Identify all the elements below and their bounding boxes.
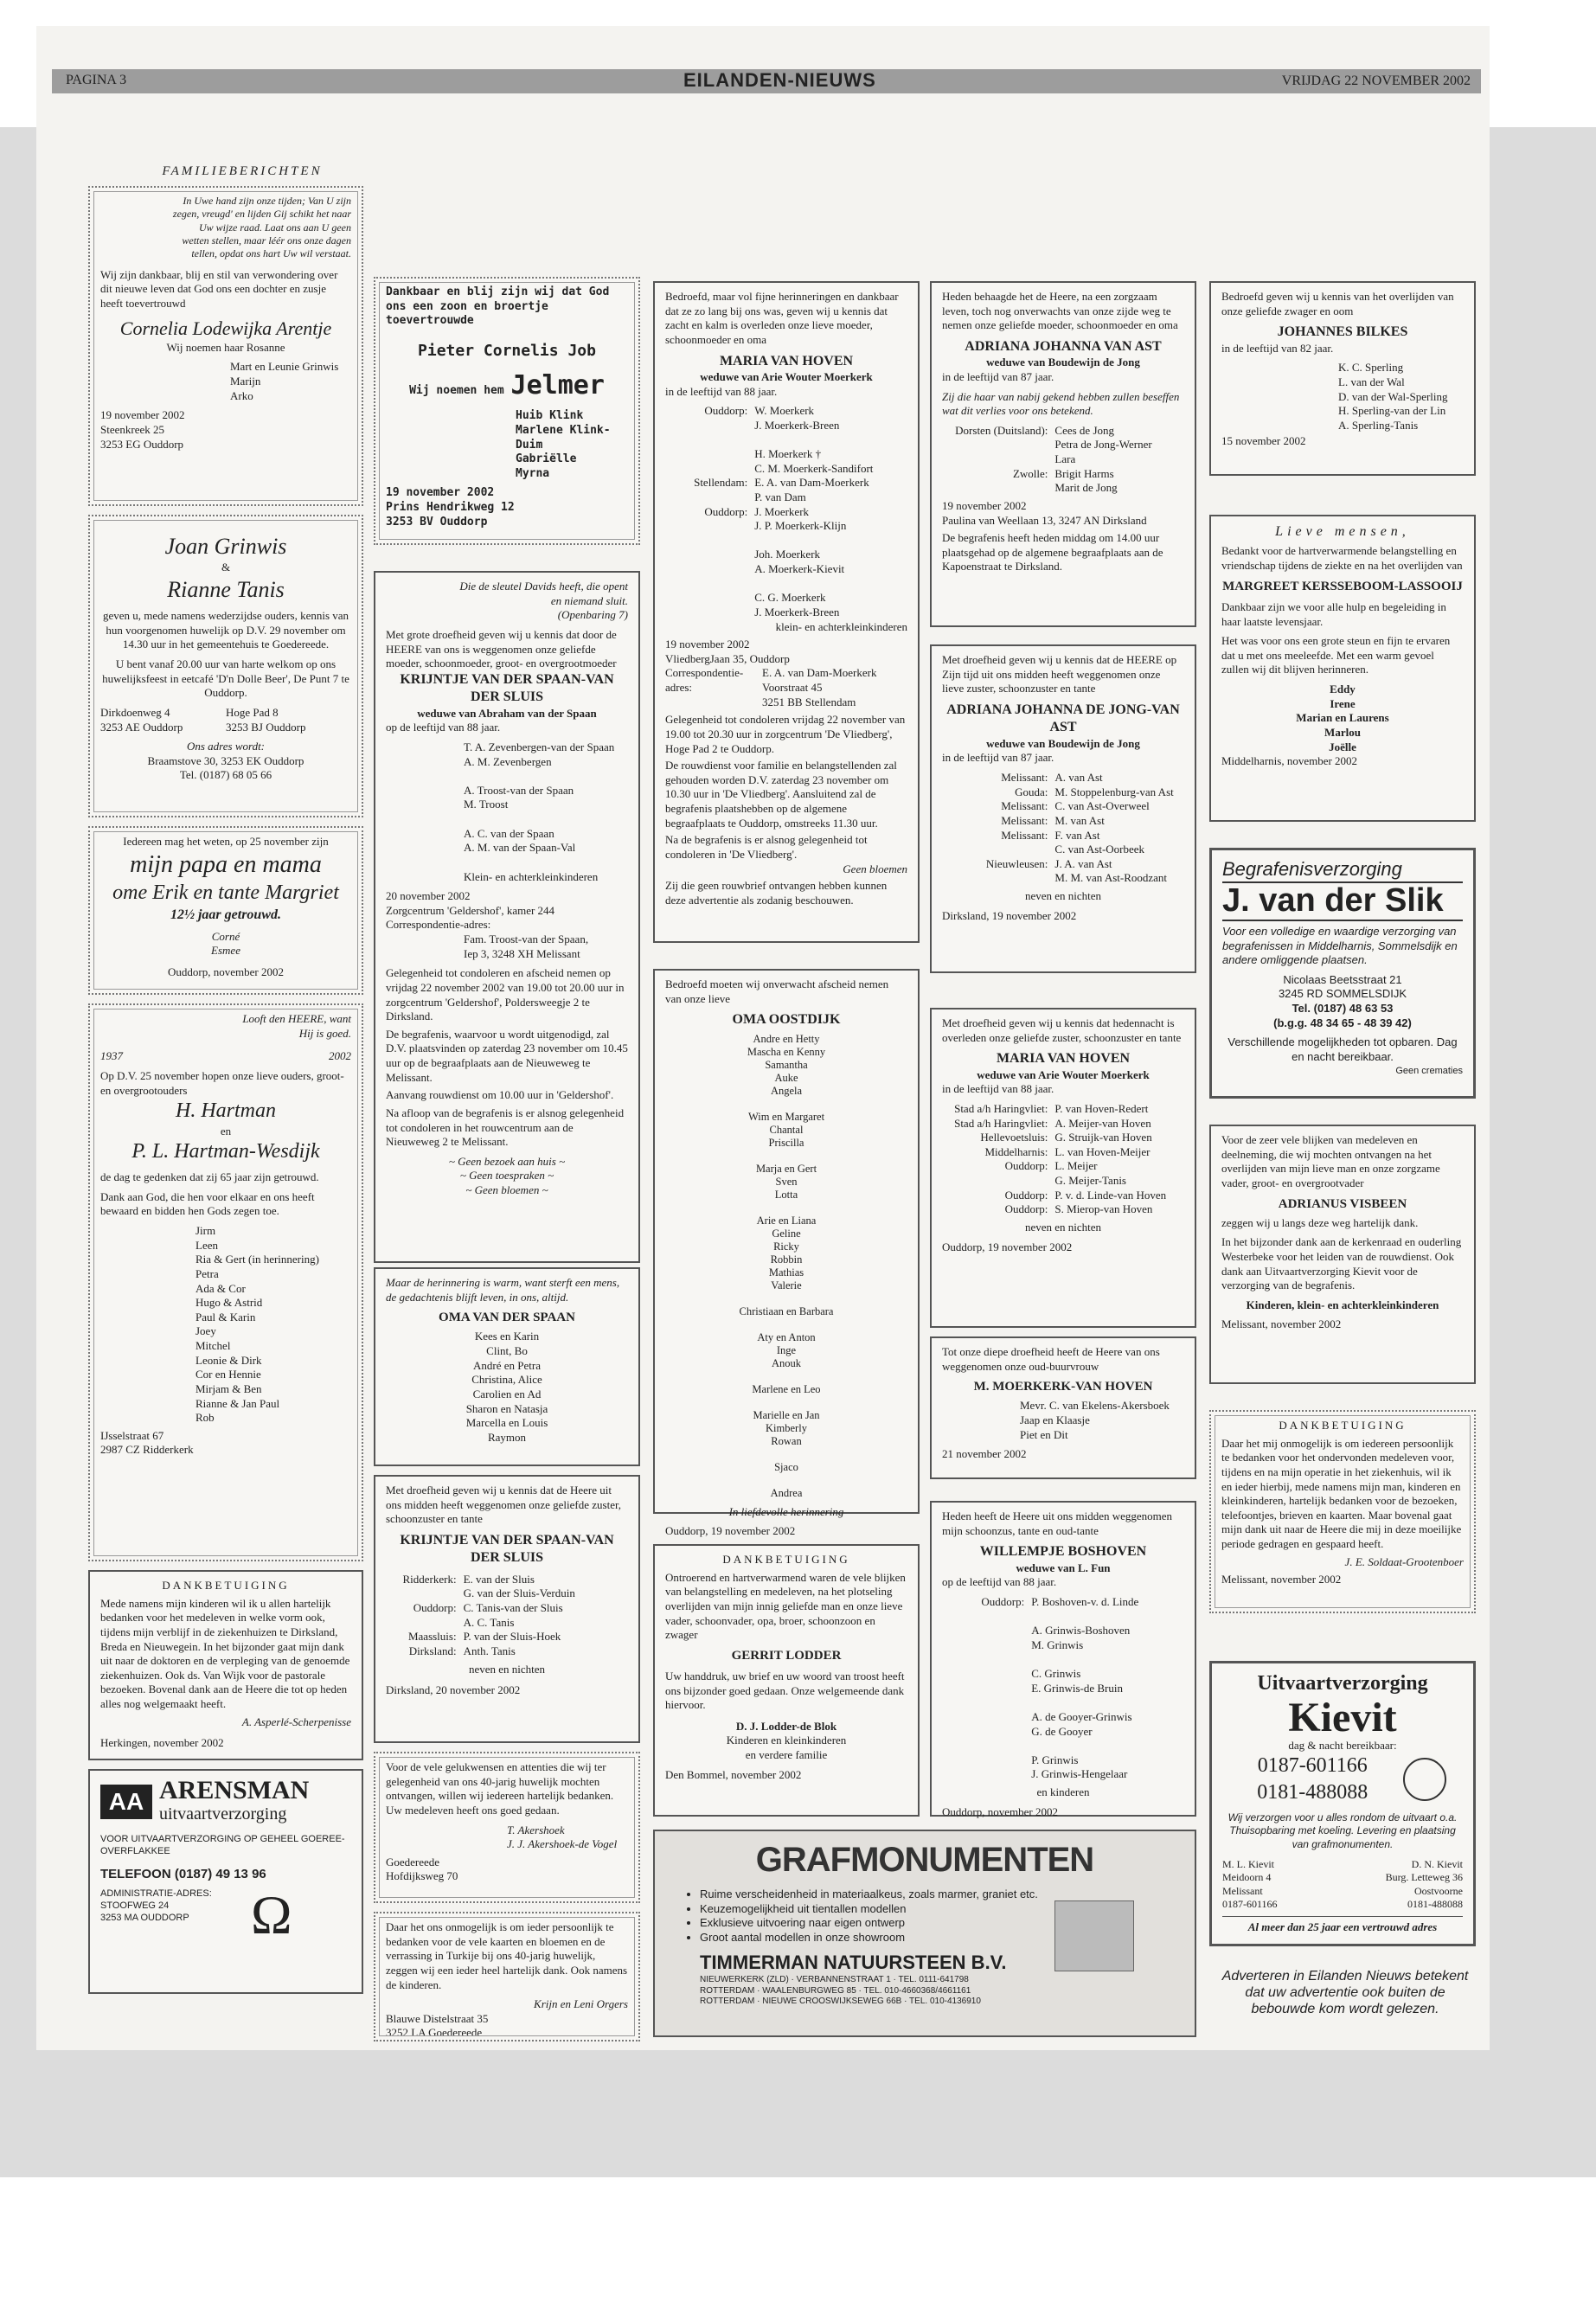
family: Huib Klink Marlene Klink-Duim Gabriëlle Myrna	[516, 409, 611, 480]
ad-text: Voor een volledige en waardige verzorging van begrafenissen in Middelharnis, Sommelsdijk en andere omliggende plaatsen.	[1222, 924, 1458, 967]
corr-label: Correspondentie-adres:	[665, 666, 744, 695]
ad-text: Ontroerend en hartverwarmend waren de vele blijken van belangstelling en medeleven, na het plotseling overlijden van mijn innig geliefde man en onze lieve vader, schoonvader, opa, broer, schoonzoon en zwager	[665, 1570, 906, 1642]
quote: Zij die haar van nabij gekend hebben zullen beseffen wat dit verlies voor ons betekend.	[942, 389, 1180, 418]
and: en	[220, 1124, 232, 1138]
footer: Dirksland, 20 november 2002	[386, 1683, 521, 1697]
phone: Tel. (0187) 48 63 53	[1292, 1002, 1394, 1016]
ad-text: Iedereen mag het weten, op 25 november zijn	[123, 835, 329, 848]
deceased-name: WILLEMPJE BOSHOVEN	[979, 1544, 1147, 1560]
rest: neven en nichten	[1024, 1220, 1102, 1234]
names: J. Moerkerk J. P. Moerkerk-Klijn Joh. Moerkerk A. Moerkerk-Kievit C. G. Moerkerk J. Moerkerk-Breen	[754, 504, 847, 619]
ad-text: Wij verzorgen voor u alles rondom de uitvaart o.a. Thuisopbaring met koeling. Levering en plaatsing van grafmonumenten.	[1227, 1811, 1458, 1850]
name-2: Rianne Tanis	[167, 576, 285, 602]
ad-text-3: Het was voor ons een grote steun en fijn te ervaren dat u met ons meeleefde. Met een warm gevoel zullen wij dit blijven herinneren.	[1221, 634, 1451, 676]
kievit-ad	[1209, 1661, 1476, 1946]
page-header	[52, 69, 1481, 93]
rest: en kinderen	[1036, 1785, 1090, 1799]
ad-text: Wij zijn dankbaar, blij en stil van verwondering over dit nieuwe leven dat God ons een dochter en zusje heeft toevertrouwd	[100, 267, 338, 311]
grafmonumenten-ad	[653, 1830, 1196, 2037]
feature-item: • Keuzemogelijkheid uit tientallen modellen	[700, 1902, 1063, 1917]
ad-text-3: Dank aan God, die hen voor elkaar en ons heeft bewaard en bidden hen Gods zegen toe.	[100, 1189, 315, 1218]
year-2: 2002	[329, 1049, 351, 1063]
section-title: FAMILIEBERICHTEN	[162, 164, 323, 178]
family: T. A. Zevenbergen-van der Spaan A. M. Zevenbergen A. Troost-van der Spaan M. Troost A. C. van der Spaan A. M. van der Spaan-Val Klein- en achterkleinkinderen	[464, 740, 615, 883]
names: P. van Hoven-Redert	[1054, 1101, 1149, 1115]
call-label: Wij noemen hem	[409, 383, 504, 397]
footer: Melissant, november 2002	[1221, 1573, 1342, 1586]
ad-text-2: Dankbaar zijn we voor alle hulp en begeleiding in haar laatste levensjaar.	[1221, 599, 1446, 628]
death-ad-oma-oostdijk	[653, 969, 920, 1538]
corr-address: E. A. van Dam-Moerkerk Voorstraat 45 3251 BB Stellendam	[762, 666, 877, 708]
footer: Ouddorp, november 2002	[168, 965, 284, 978]
no-flowers: Geen bloemen	[843, 862, 907, 875]
quote: Die de sleutel Davids heeft, die opent en niemand sluit.	[459, 580, 628, 607]
deceased-name: KRIJNTJE VAN DER SPAAN-VAN DER SLUIS	[400, 1532, 614, 1566]
emblem-icon	[1403, 1758, 1446, 1801]
ad-text: Daar het mij onmogelijk is om iedereen persoonlijk te bedanken voor het ondervonden medeleven voor, tijdens en na mijn operatie in het ziekenhuis, wil ik en ieder hierbij, mede namens mijn man, kinderen en kleinkinderen, hartelijk bedanken voor de bezoeken, telefoontjes, brieven en kaarten. Maar bovenal gaat mijn dank uit naar de Heere die mij in deze moeilijke periode gedragen en gespaard heeft.	[1221, 1436, 1462, 1550]
death-ad-maria-van-hoven-siblings	[930, 1008, 1196, 1328]
text-4: Na afloop van de begrafenis is er alsnog gelegenheid tot condoleren in het rouwcentrum aan de Nieuweweg 2 te Melissant.	[386, 1106, 625, 1149]
quote: Looft den HEERE, want Hij is goed.	[242, 1012, 351, 1040]
deceased-sub: weduwe van Boudewijn de Jong	[986, 736, 1140, 750]
deceased-sub: weduwe van Arie Wouter Moerkerk	[700, 369, 873, 383]
rest: klein- en achterkleinkinderen	[775, 619, 907, 633]
address: Blauwe Distelstraat 35 3252 LA Goedereede	[386, 2011, 489, 2040]
availability: dag & nacht bereikbaar:	[1288, 1738, 1397, 1752]
age: in de leeftijd van 87 jaar.	[942, 751, 1054, 765]
signature: Krijn en Leni Orgers	[534, 1997, 628, 2011]
place: Melissant:	[1001, 813, 1048, 827]
place: Hellevoetsluis:	[980, 1131, 1048, 1144]
place: Ouddorp:	[1004, 1202, 1048, 1216]
signature: A. Asperlé-Scherpenisse	[241, 1715, 351, 1728]
footer: Ouddorp, 19 november 2002	[665, 1524, 796, 1538]
ad-title: Lieve mensen,	[1275, 524, 1410, 539]
footer: Den Bommel, november 2002	[665, 1767, 802, 1781]
deceased-name: OMA VAN DER SPAAN	[439, 1311, 575, 1325]
text-4: Zij die geen rouwbrief ontvangen hebben kunnen deze advertentie als zodanig beschouwen.	[665, 879, 888, 907]
service-text: VOOR UITVAARTVERZORGING OP GEHEEL GOEREE-OVERFLAKKEE	[100, 1833, 345, 1856]
place: Melissant:	[1001, 828, 1048, 842]
names: E. van der Sluis G. van der Sluis-Verduin	[463, 1572, 575, 1600]
ad-heading: Uitvaartverzorging	[1257, 1672, 1428, 1695]
date: 19 november 2002	[386, 486, 495, 500]
deceased-name: ADRIANA JOHANNA DE JONG-VAN AST	[946, 702, 1180, 735]
masthead: EILANDEN-NIEUWS	[683, 69, 876, 91]
deceased-name: ADRIANUS VISBEEN	[1278, 1196, 1407, 1211]
place: Ouddorp:	[981, 1594, 1025, 1608]
address: Nicolaas Beetsstraat 21 3245 RD SOMMELSDIJK	[1278, 972, 1407, 1001]
death-ad-maria-van-hoven-children	[653, 281, 920, 943]
place: Nieuwleusen:	[985, 856, 1048, 870]
thanks-ad-visbeen	[1209, 1125, 1476, 1384]
death-ad-van-ast-children	[930, 281, 1196, 627]
date: 21 november 2002	[942, 1447, 1027, 1461]
names: A. Meijer-van Hoven	[1054, 1116, 1151, 1130]
brand: J. van der Slik	[1222, 881, 1463, 921]
family: Eddy Irene Marian en Laurens Marlou Joëlle	[1296, 683, 1389, 753]
contact-1: M. L. Kievit Meidoorn 4 Melissant 0187-601166	[1222, 1857, 1278, 1910]
death-ad-boshoven	[930, 1501, 1196, 1817]
children: Corné Esmee	[211, 929, 240, 958]
names: L. van Hoven-Meijer	[1054, 1144, 1151, 1158]
names: Brigit Harms Marit de Jong	[1054, 466, 1118, 495]
address-1: Dirkdoenweg 4 3253 AE Ouddorp	[100, 705, 183, 734]
footer: Herkingen, november 2002	[100, 1736, 224, 1750]
family: Kinderen, klein- en achterkleinkinderen	[1246, 1298, 1439, 1311]
ad-text-2: Uw handdruk, uw brief en uw woord van troost heeft ons bijzonder goed gedaan. Onze welgemeende dank hiervoor.	[665, 1669, 905, 1712]
deceased-name: KRIJNTJE VAN DER SPAAN-VAN DER SLUIS	[400, 671, 614, 705]
rest: neven en nichten	[468, 1662, 546, 1676]
age: in de leeftijd van 88 jaar.	[665, 384, 778, 398]
age: op de leeftijd van 88 jaar.	[942, 1575, 1057, 1589]
ad-title: DANKBETUIGING	[1279, 1419, 1407, 1432]
ampersand: &	[221, 561, 231, 574]
death-ad-van-der-spaan-family	[374, 571, 640, 1263]
thanks-ad-soldaat	[1209, 1410, 1476, 1613]
text-3: Na de begrafenis is er alsnog gelegenheid tot condoleren in 'De Vliedberg'.	[665, 833, 868, 861]
brand: ARENSMAN	[159, 1776, 310, 1804]
ad-title: DANKBETUIGING	[722, 1553, 850, 1566]
text-2: De begrafenis, waarvoor u wordt uitgenodigd, zal D.V. plaatsvinden op zaterdag 23 november om 10.45 uur op de begraafplaats aan de Nieuweweg te Melissant.	[386, 1027, 628, 1084]
ad-text: Daar het ons onmogelijk is om ieder persoonlijk te bedanken voor de vele kaarten en bloemen en de verrassing in Turkije bij ons 40-jarig huwelijk, zeggen wij een ieder heel hartelijk dank. Ook namens de kinderen.	[386, 1920, 628, 1991]
ad-text: Mede namens mijn kinderen wil ik u allen hartelijk bedanken voor het medeleven in welke vorm ook, tijdens mijn verblijf in de ziekenhuizen te Dirksland, Breda en Nieuwegein. In het bijzonder gaat mijn dank uit naar de doktoren en de verpleging van de genoemde ziekenhuizen. Ook ds. Van Wijk voor de pastorale bezoeken. Bovenal dank aan de Heere die tot op heden alles nog welgemaakt heeft.	[100, 1596, 350, 1710]
names: J. A. van Ast M. M. van Ast-Roodzant	[1054, 856, 1168, 885]
phone: TELEFOON (0187) 49 13 96	[100, 1866, 266, 1881]
names: F. van Ast C. van Ast-Oorbeek	[1054, 828, 1145, 856]
text-1: Gelegenheid tot condoleren en afscheid nemen op vrijdag 22 november 2002 van 19.00 tot 20.00 uur in zorgcentrum 'Geldershof', Poldersweegje 2 te Dirksland.	[386, 966, 625, 1023]
deceased-name: ADRIANA JOHANNA VAN AST	[965, 338, 1162, 354]
names: L. Meijer G. Meijer-Tanis	[1054, 1159, 1126, 1188]
deceased-sub: weduwe van Abraham van der Spaan	[417, 706, 597, 720]
ad-text: Voor de zeer vele blijken van medeleven en deelneming, die wij mochten ontvangen na het overlijden van mijn lieve man en onze zorgzame vader, groot- en overgrootvader	[1221, 1133, 1440, 1189]
ad-text-2: Verschillende mogelijkheden tot opbaren. Dag en nacht bereikbaar.	[1227, 1035, 1458, 1063]
memory: In liefdevolle herinnering	[728, 1504, 844, 1518]
ad-text: Tot onze diepe droefheid heeft de Heere van ons weggenomen onze oud-buurvrouw	[942, 1345, 1160, 1373]
footer: Ouddorp, november 2002	[942, 1804, 1058, 1818]
footer: Melissant, november 2002	[1221, 1317, 1342, 1331]
place: Dirksland:	[408, 1644, 457, 1657]
footer: Dirksland, 19 november 2002	[942, 908, 1077, 922]
place: Ouddorp:	[704, 504, 748, 518]
names: P. van der Sluis-Hoek	[463, 1630, 561, 1644]
deceased-name: MARIA VAN HOVEN	[719, 353, 854, 369]
date: 19 november 2002 Paulina van Weellaan 13, 3247 AN Dirksland	[942, 498, 1147, 527]
place: Stellendam:	[694, 476, 748, 490]
ad-text: Bedroefd geven wij u kennis van het overlijden van onze geliefde zwager en oom	[1221, 290, 1454, 317]
address: NIEUWERKERK (ZLD) · VERBANNENSTRAAT 1 · TEL. 0111-641798 ROTTERDAM · WAALENBURGWEG 85 · TEL. 010-4660368/4661161 ROTTERDAM · NIEUWE CROOSWIJKSEWEG 66B · TEL. 010-4136910	[700, 1974, 981, 2007]
thanks-ad-kersseboom	[1209, 515, 1476, 822]
thanks-ad-lodder	[653, 1544, 920, 1817]
name-2: P. L. Hartman-Wesdijk	[131, 1140, 320, 1163]
contact-2: D. N. Kievit Burg. Letteweg 36 Oostvoorne 0181-488088	[1385, 1857, 1463, 1910]
deceased-name: OMA OOSTDIJK	[732, 1012, 841, 1028]
address: ADMINISTRATIE-ADRES: STOOFWEG 24 3253 MA OUDDORP	[100, 1888, 212, 1924]
poem: In Uwe hand zijn onze tijden; Van U zijn zegen, vreugd' en lijden Gij schikt het naar Uw wijze raad. Laat ons aan U geen wetten stellen, maar léér ons onze dagen tellen, opdat ons hart Uw wil verstaat.	[172, 195, 351, 260]
names: C. Tanis-van der Sluis A. C. Tanis	[463, 1601, 563, 1629]
names: W. Moerkerk J. Moerkerk-Breen H. Moerkerk † C. M. Moerkerk-Sandifort	[754, 404, 874, 475]
anniversary-ad-hartman	[88, 1003, 363, 1561]
ad-text: Bedroefd, maar vol fijne herinneringen en dankbaar dat ze zo lang bij ons was, geven wij u kennis dat zacht en kalm is overleden onze lieve moeder, schoonmoeder en oma	[665, 290, 899, 346]
place: Ouddorp:	[1004, 1159, 1048, 1173]
signature: D. J. Lodder-de Blok	[735, 1719, 837, 1733]
arensman-ad	[88, 1769, 363, 1994]
ad-text: Met droefheid geven wij u kennis dat de HEERE op Zijn tijd uit ons midden heeft weggenomen onze lieve zuster, schoonzuster en tante	[942, 653, 1177, 695]
thanks-ad-akershoek	[374, 1752, 640, 1903]
child-name: Pieter Cornelis Job	[418, 341, 596, 360]
names: A. van Ast	[1054, 771, 1103, 785]
brand: Kievit	[1288, 1694, 1397, 1740]
death-ad-bilkes	[1209, 281, 1476, 476]
ad-text: Bedankt voor de hartverwarmende belangstelling en vriendschap tijdens de ziekte en na het overlijden van	[1221, 544, 1463, 573]
anniversary-ad-erik-margriet	[88, 826, 363, 995]
date: 20 november 2002 Zorgcentrum 'Geldershof', kamer 244	[386, 889, 555, 917]
feature-item: • Ruime verscheidenheid in materiaalkeus, zoals marmer, graniet etc.	[700, 1888, 1063, 1902]
ad-text: Op D.V. 25 november hopen onze lieve ouders, groot- en overgrootouders	[100, 1068, 344, 1097]
death-ad-van-der-sluis	[374, 1475, 640, 1743]
deceased-sub: weduwe van L. Fun	[1016, 1561, 1111, 1574]
brand: TIMMERMAN NATUURSTEEN B.V.	[700, 1951, 1007, 1973]
names: C. van Ast-Overweel	[1054, 799, 1150, 813]
date: 19 november 2002 VliedbergJaan 35, Ouddorp	[665, 638, 790, 665]
ad-text: Dankbaar en blij zijn wij dat God ons een zoon en broertje toevertrouwde	[386, 285, 610, 328]
birth-ad-jelmer	[374, 277, 640, 545]
family: Mart en Leunie Grinwis Marijn Arko	[230, 360, 339, 402]
date: 15 november 2002	[1221, 434, 1306, 448]
death-ad-van-ast-siblings	[930, 644, 1196, 973]
family: Mevr. C. van Ekelens-Akersboek Jaap en Klaasje Piet en Dit	[1020, 1399, 1170, 1441]
address-2: Hoge Pad 8 3253 BJ Ouddorp	[226, 705, 306, 734]
death-ad-oma-van-der-spaan	[374, 1267, 640, 1466]
date: 19 november 2002	[100, 408, 185, 422]
address: Prins Hendrikweg 12 3253 BV Ouddorp	[386, 501, 515, 529]
family: Kees en Karin Clint, Bo André en Petra Christina, Alice Carolien en Ad Sharon en Natasja Marcella en Louis Raymon	[465, 1330, 548, 1444]
feature-item: • Groot aantal modellen in onze showroom	[700, 1931, 1063, 1945]
death-ad-moerkerk-neighbours	[930, 1336, 1196, 1479]
call-name: Jelmer	[510, 369, 605, 401]
names: P. v. d. Linde-van Hoven	[1054, 1188, 1167, 1202]
phone-alt: (b.g.g. 48 34 65 - 48 39 42)	[1273, 1016, 1412, 1029]
footer: Ouddorp, 19 november 2002	[942, 1240, 1073, 1253]
address: IJsselstraat 67 2987 CZ Ridderkerk	[100, 1428, 194, 1457]
family: Jirm Leen Ria & Gert (in herinnering) Petra Ada & Cor Hugo & Astrid Paul & Karin Joey Mitchel Leonie & Dirk Cor en Hennie Mirjam & Ben Rianne & Jan Paul Rob	[195, 1224, 319, 1425]
phone-1: 0187-601166	[1257, 1754, 1368, 1778]
names: Anth. Tanis	[463, 1644, 516, 1657]
age: op de leeftijd van 88 jaar.	[386, 721, 501, 734]
line-2: ome Erik en tante Margriet	[112, 881, 339, 905]
child-name: Cornelia Lodewijka Arentje	[119, 317, 332, 339]
ad-text: Heden behaagde het de Heere, na een zorgzaam leven, toch nog onverwachts van onze zijde weg te nemen onze geliefde moeder, schoonmoeder en oma	[942, 290, 1178, 332]
place: Stad a/h Haringvliet:	[954, 1116, 1048, 1130]
text-5: ~ Geen bezoek aan huis ~ ~ Geen toespraken ~ ~ Geen bloemen ~	[448, 1154, 566, 1197]
deceased-name: JOHANNES BILKES	[1277, 324, 1408, 340]
ad-text: Met grote droefheid geven wij u kennis dat door de HEERE van ons is weggenomen onze geliefde moeder, schoonmoeder, groot- en overgrootmoeder	[386, 627, 617, 670]
deceased-sub: weduwe van Boudewijn de Jong	[986, 356, 1140, 369]
footer: Middelharnis, november 2002	[1221, 754, 1358, 768]
place: Middelharnis:	[984, 1144, 1048, 1158]
children: Kinderen en kleinkinderen en verdere familie	[726, 1734, 847, 1762]
rest: neven en nichten	[1024, 889, 1102, 903]
age: in de leeftijd van 88 jaar.	[942, 1082, 1054, 1096]
names: M. van Ast	[1054, 813, 1105, 827]
page-number: PAGINA 3	[66, 73, 127, 87]
deceased-name: MARIA VAN HOVEN	[996, 1051, 1131, 1067]
phone-2: 0181-488088	[1257, 1781, 1368, 1804]
signature: T. Akershoek J. J. Akershoek-de Vogel	[507, 1823, 618, 1851]
place: Ridderkerk:	[402, 1572, 457, 1586]
ad-title: GRAFMONUMENTEN	[755, 1841, 1094, 1879]
text-3: Aanvang rouwdienst om 10.00 uur in 'Geldershof'.	[386, 1088, 614, 1102]
place: Ouddorp:	[704, 404, 748, 418]
names: S. Mierop-van Hoven	[1054, 1202, 1153, 1216]
thanks-ad-orgers	[374, 1912, 640, 2041]
ad-text: Met droefheid geven wij u kennis dat hedennacht is overleden onze geliefde zuster, schoonzuster en tante	[942, 1016, 1182, 1044]
new-address-label: Ons adres wordt:	[186, 740, 266, 753]
feature-item: • Exklusieve uitvoering naar eigen ontwerp	[700, 1916, 1063, 1931]
line-3: 12½ jaar getrouwd.	[170, 907, 281, 923]
place: Zwolle:	[1012, 466, 1048, 480]
text-1: De begrafenis heeft heden middag om 14.00 uur plaatsgehad op de algemene begraafplaats aan de Kapoenstraat te Dirksland.	[942, 531, 1163, 574]
deceased-name: MARGREET KERSSEBOOM-LASSOOIJ	[1222, 579, 1463, 593]
signature: J. E. Soldaat-Grootenboer	[1344, 1554, 1464, 1568]
place: Stad a/h Haringvliet:	[954, 1101, 1048, 1115]
ad-text: Bedroefd moeten wij onverwacht afscheid nemen van onze lieve	[665, 977, 889, 1005]
place: Gouda:	[1015, 785, 1048, 798]
omega-icon: Ω	[251, 1883, 292, 1945]
place: Melissant:	[1001, 799, 1048, 813]
place: Maassluis:	[407, 1630, 457, 1644]
thanks-ad-asperle	[88, 1570, 363, 1760]
names: P. Boshoven-v. d. Linde A. Grinwis-Boshoven M. Grinwis C. Grinwis E. Grinwis-de Bruin A. de Gooyer-Grinwis G. de Gooyer P. Grinwis J. Grinwis-Hengelaar	[1031, 1594, 1139, 1781]
family: Andre en Hetty Mascha en Kenny Samantha Auke Angela Wim en Margaret Chantal Priscilla Marja en Gert Sven Lotta Arie en Liana Geline Ricky Robbin Mathias Valerie Christiaan en Barbara Aty en Anton Inge Anouk Marlene en Leo Marielle en Jan Kimberly Rowan Sjaco Andrea	[739, 1032, 834, 1499]
names: G. Struijk-van Hoven	[1054, 1131, 1152, 1144]
name-1: H. Hartman	[175, 1099, 276, 1123]
names: E. A. van Dam-Moerkerk P. van Dam	[754, 476, 869, 503]
wedding-ad-grinwis-tanis	[88, 515, 363, 817]
corr-label: Correspondentie-adres:	[386, 918, 491, 932]
address: Steenkreek 25 3253 EG Ouddorp	[100, 422, 184, 451]
name-1: Joan Grinwis	[164, 534, 287, 559]
year-1: 1937	[100, 1049, 123, 1063]
ad-text-3: Geen crematies	[1395, 1065, 1463, 1076]
slogan: Al meer dan 25 jaar een vertrouwd adres	[1222, 1916, 1463, 1935]
ad-text-2: U bent vanaf 20.00 uur van harte welkom op ons huwelijksfeest in eetcafé 'D'n Dolle Beer', De Punt 7 te Ouddorp.	[102, 657, 349, 700]
call-name: Wij noemen haar Rosanne	[166, 340, 285, 354]
ad-text: Heden heeft de Heere uit ons midden weggenomen mijn schoonzus, tante en oud-tante	[942, 1509, 1173, 1537]
stone-icon	[1054, 1900, 1134, 1971]
ad-text-2: zeggen wij u langs deze weg hartelijk dank.	[1221, 1215, 1419, 1229]
ad-text: Voor de vele gelukwensen en attenties die wij ter gelegenheid van ons 40-jarig huwelijk mochten ontvangen, willen wij iedereen hartelijk bedanken. Uw medeleven heeft ons goed gedaan.	[386, 1760, 614, 1817]
van-der-slik-ad	[1209, 848, 1476, 1099]
ad-text: Met droefheid geven wij u kennis dat de Heere uit ons midden heeft weggenomen onze geliefde zuster, schoonzuster en tante	[386, 1484, 622, 1526]
ad-text-2: de dag te gedenken dat zij 65 jaar zijn getrouwd.	[100, 1170, 319, 1184]
place: Melissant:	[1001, 771, 1048, 785]
deceased-name: GERRIT LODDER	[731, 1648, 842, 1663]
new-address: Braamstove 30, 3253 EK Ouddorp Tel. (0187) 68 05 66	[147, 753, 304, 782]
quote: Maar de herinnering is warm, want sterft een mens, de gedachtenis blijft leven, in ons, altijd.	[386, 1276, 620, 1304]
ad-text-3: In het bijzonder dank aan de kerkenraad en ouderling Westerbeke voor het leiden van de rouwdienst. Ook dank aan Uitvaartverzorging Kievit voor de verzorging van de begrafenis.	[1221, 1235, 1462, 1292]
names: M. Stoppelenburg-van Ast	[1054, 785, 1174, 798]
line-1: mijn papa en mama	[130, 850, 322, 878]
corr-address: Fam. Troost-van der Spaan, Iep 3, 3248 XH Melissant	[464, 933, 589, 960]
names: Cees de Jong Petra de Jong-Werner Lara	[1054, 423, 1152, 466]
text-2: De rouwdienst voor familie en belangstellenden zal gehouden worden D.V. zaterdag 23 november om 10.30 uur in 'De Vliedberg'. Aansluitend zal de begrafenis plaatshebben op de algemene begraafplaats te Ouddorp, omstreeks 11.30 uur.	[665, 759, 897, 830]
issue-date: VRIJDAG 22 NOVEMBER 2002	[1281, 74, 1471, 88]
ad-title: DANKBETUIGING	[162, 1579, 290, 1592]
brand-sub: uitvaartverzorging	[159, 1804, 287, 1823]
ad-text: geven u, mede namens wederzijdse ouders, kennis van hun voorgenomen huwelijk op D.V. 29 november om 14.30 uur in het gemeentehuis te Goedereede.	[102, 609, 349, 651]
deceased-name: M. MOERKERK-VAN HOVEN	[973, 1380, 1153, 1394]
age: in de leeftijd van 82 jaar.	[1221, 341, 1334, 355]
place: Dorsten (Duitsland):	[955, 423, 1048, 437]
house-ad: Adverteren in Eilanden Nieuws betekent dat uw advertentie ook buiten de bebouwde kom wordt gelezen.	[1221, 1969, 1469, 2017]
deceased-sub: weduwe van Arie Wouter Moerkerk	[977, 1067, 1150, 1081]
address: Goedereede Hofdijksweg 70	[386, 1855, 458, 1883]
birth-ad-rosanne	[88, 186, 363, 506]
quote-ref: (Openbaring 7)	[557, 608, 628, 622]
family: K. C. Sperling L. van der Wal D. van der Wal-Sperling H. Sperling-van der Lin A. Sperling-Tanis	[1338, 361, 1448, 432]
place: Ouddorp:	[1004, 1188, 1048, 1202]
ad-heading: Begrafenisverzorging	[1222, 858, 1402, 880]
arensman-logo: AA	[100, 1785, 152, 1819]
text-1: Gelegenheid tot condoleren vrijdag 22 november van 19.00 tot 20.30 uur in zorgcentrum 'De Vliedberg', Hoge Pad 2 te Ouddorp.	[665, 713, 906, 755]
age: in de leeftijd van 87 jaar.	[942, 369, 1054, 383]
place: Ouddorp:	[413, 1601, 457, 1615]
